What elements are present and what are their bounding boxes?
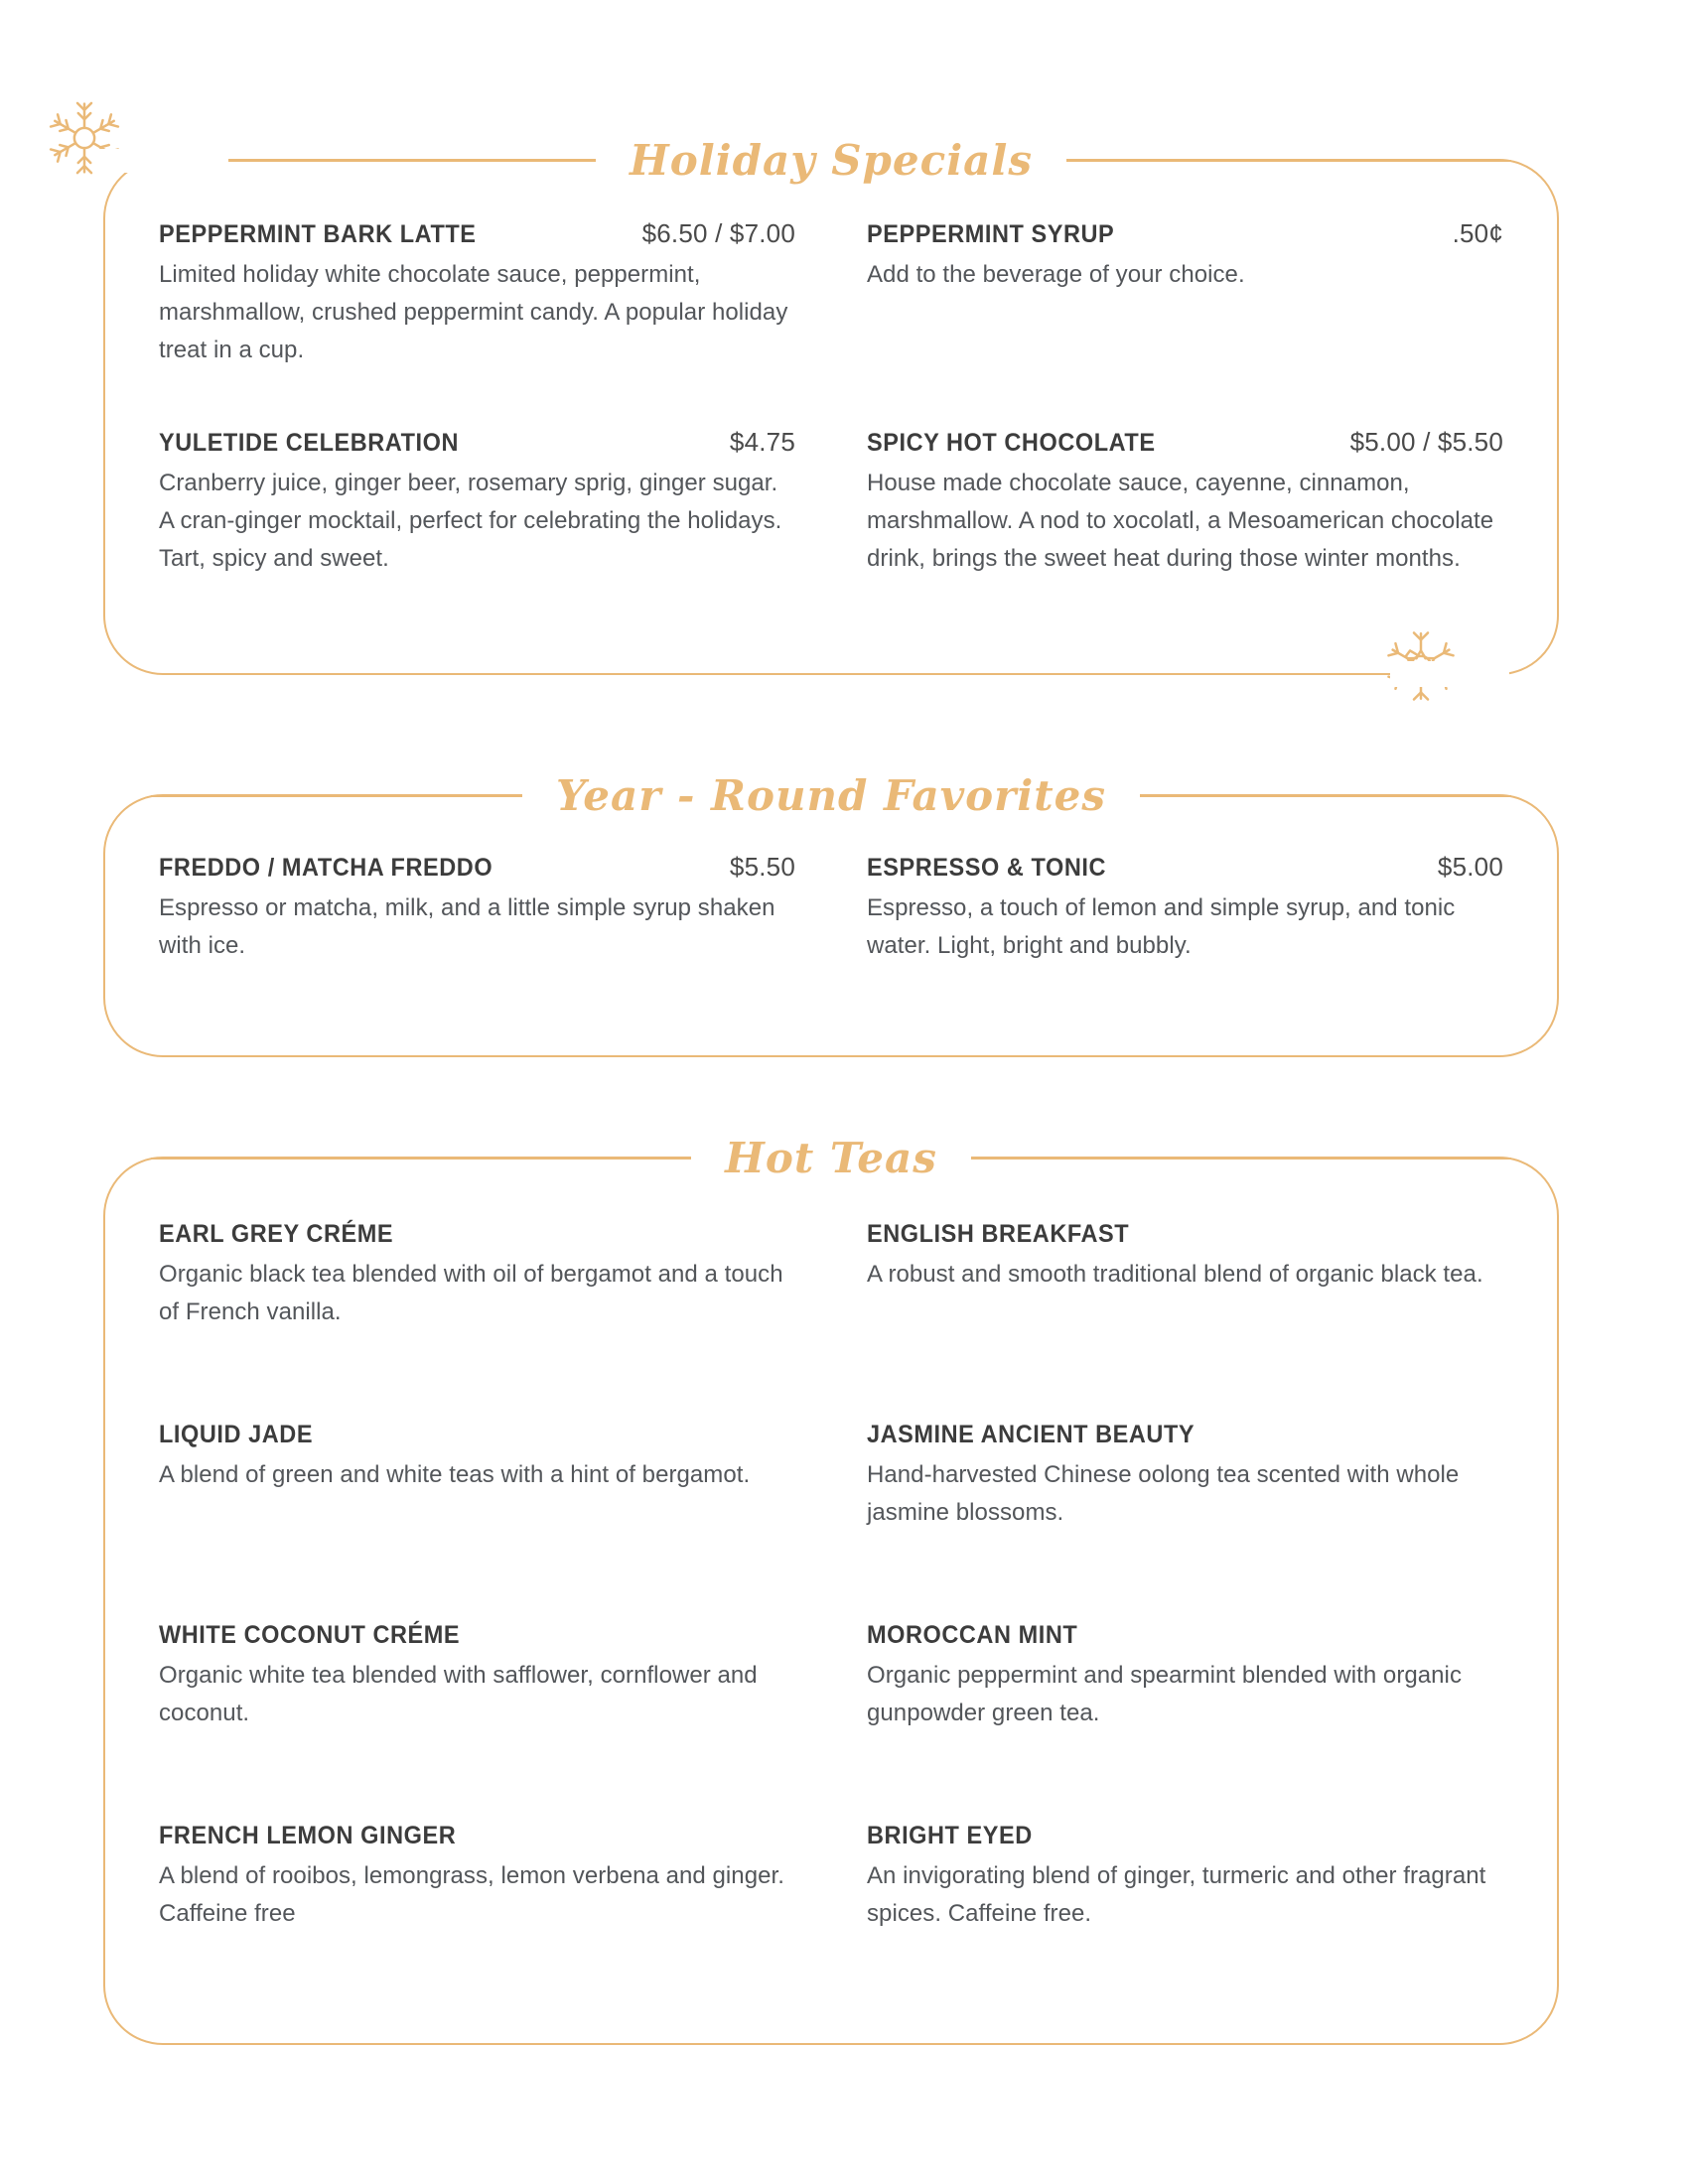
menu-item-price: $5.50 — [729, 852, 795, 882]
menu-item — [867, 1621, 1503, 1756]
menu-item-description: A blend of green and white teas with a hint of bergamot. — [159, 1461, 751, 1488]
menu-item-price: $4.75 — [729, 427, 795, 457]
menu-item-header — [159, 218, 795, 249]
menu-item-name: JASMINE ANCIENT BEAUTY — [867, 1421, 1196, 1448]
menu-item-description: Add to the beverage of your choice. — [867, 261, 1245, 288]
menu-items-grid — [105, 161, 1557, 602]
menu-item-name: WHITE COCONUT CRÉME — [159, 1621, 461, 1649]
border-gap-mask — [99, 149, 228, 173]
menu-item-header — [867, 218, 1503, 249]
menu-item — [159, 1220, 795, 1355]
menu-item — [867, 1822, 1503, 1957]
menu-item-description: Espresso, a touch of lemon and simple syrup, and tonic water. Light, bright and bubbly. — [867, 894, 1456, 959]
section-title: Year - Round Favorites — [522, 768, 1140, 824]
menu-item-description: Hand-harvested Chinese oolong tea scented with whole jasmine blossoms. — [867, 1461, 1460, 1526]
menu-item-header — [867, 1421, 1503, 1449]
menu-item — [159, 1621, 795, 1756]
section-hot-teas — [103, 1134, 1559, 2045]
menu-item-description: An invigorating blend of ginger, turmeric and other fragrant spices. Caffeine free. — [867, 1862, 1486, 1927]
menu-item — [159, 1421, 795, 1556]
menu-items-grid — [105, 1159, 1557, 1957]
menu-item-header — [867, 852, 1503, 883]
menu-item-name: LIQUID JADE — [159, 1421, 314, 1448]
menu-item-header — [159, 1220, 795, 1249]
menu-item-name: MOROCCAN MINT — [867, 1621, 1078, 1649]
menu-item-name: PEPPERMINT BARK LATTE — [159, 220, 477, 248]
menu-item — [867, 1220, 1503, 1355]
menu-item-description: Cranberry juice, ginger beer, rosemary sprig, ginger sugar. A cran-ginger mocktail, perfect for celebrating the holidays. Tart, spicy and sweet. — [159, 470, 782, 572]
menu-item-name: EARL GREY CRÉME — [159, 1220, 394, 1248]
menu-item-description: A blend of rooibos, lemongrass, lemon verbena and ginger. Caffeine free — [159, 1862, 784, 1927]
section-title: Hot Teas — [691, 1131, 971, 1186]
menu-item-header — [159, 852, 795, 883]
menu-item — [159, 218, 795, 393]
menu-item — [159, 427, 795, 602]
menu-item-header — [867, 1621, 1503, 1650]
menu-item-price: .50¢ — [1452, 218, 1503, 248]
menu-item-description: Organic white tea blended with safflower, cornflower and coconut. — [159, 1662, 758, 1726]
menu-item-price: $5.00 — [1437, 852, 1503, 882]
menu-item-name: BRIGHT EYED — [867, 1822, 1033, 1849]
menu-item-price: $5.00 / $5.50 — [1349, 427, 1503, 457]
menu-item — [867, 218, 1503, 393]
menu-item-header — [159, 1822, 795, 1850]
menu-item-name: YULETIDE CELEBRATION — [159, 429, 459, 457]
menu-item-header — [867, 427, 1503, 458]
menu-item — [867, 852, 1503, 989]
menu-items-grid — [105, 796, 1557, 989]
section-holiday-specials — [103, 136, 1559, 675]
menu-item — [867, 1421, 1503, 1556]
menu-item-name: PEPPERMINT SYRUP — [867, 220, 1115, 248]
menu-item — [867, 427, 1503, 602]
section-title: Holiday Specials — [596, 133, 1066, 189]
menu-item-name: ENGLISH BREAKFAST — [867, 1220, 1130, 1248]
menu-item-name: SPICY HOT CHOCOLATE — [867, 429, 1156, 457]
border-gap-mask — [1390, 661, 1509, 687]
menu-item-description: House made chocolate sauce, cayenne, cinnamon, marshmallow. A nod to xocolatl, a Mesoamerican chocolate drink, brings the sweet heat during those winter months. — [867, 470, 1494, 572]
menu-item-description: Espresso or matcha, milk, and a little simple syrup shaken with ice. — [159, 894, 775, 959]
menu-item-header — [867, 1220, 1503, 1249]
section-year-round-favorites — [103, 771, 1559, 1057]
menu-item-header — [159, 1621, 795, 1650]
menu-item-description: Organic peppermint and spearmint blended with organic gunpowder green tea. — [867, 1662, 1462, 1726]
menu-item-description: Limited holiday white chocolate sauce, peppermint, marshmallow, crushed peppermint candy. A popular holiday treat in a cup. — [159, 261, 788, 363]
menu-item-description: A robust and smooth traditional blend of organic black tea. — [867, 1261, 1483, 1288]
menu-item — [159, 852, 795, 989]
menu-item-name: ESPRESSO & TONIC — [867, 854, 1107, 882]
menu-item-name: FRENCH LEMON GINGER — [159, 1822, 457, 1849]
menu-item-name: FREDDO / MATCHA FREDDO — [159, 854, 493, 882]
menu-item-price: $6.50 / $7.00 — [641, 218, 795, 248]
menu-item-header — [159, 427, 795, 458]
menu-item — [159, 1822, 795, 1957]
menu-item-description: Organic black tea blended with oil of bergamot and a touch of French vanilla. — [159, 1261, 783, 1325]
menu-item-header — [159, 1421, 795, 1449]
menu-item-header — [867, 1822, 1503, 1850]
